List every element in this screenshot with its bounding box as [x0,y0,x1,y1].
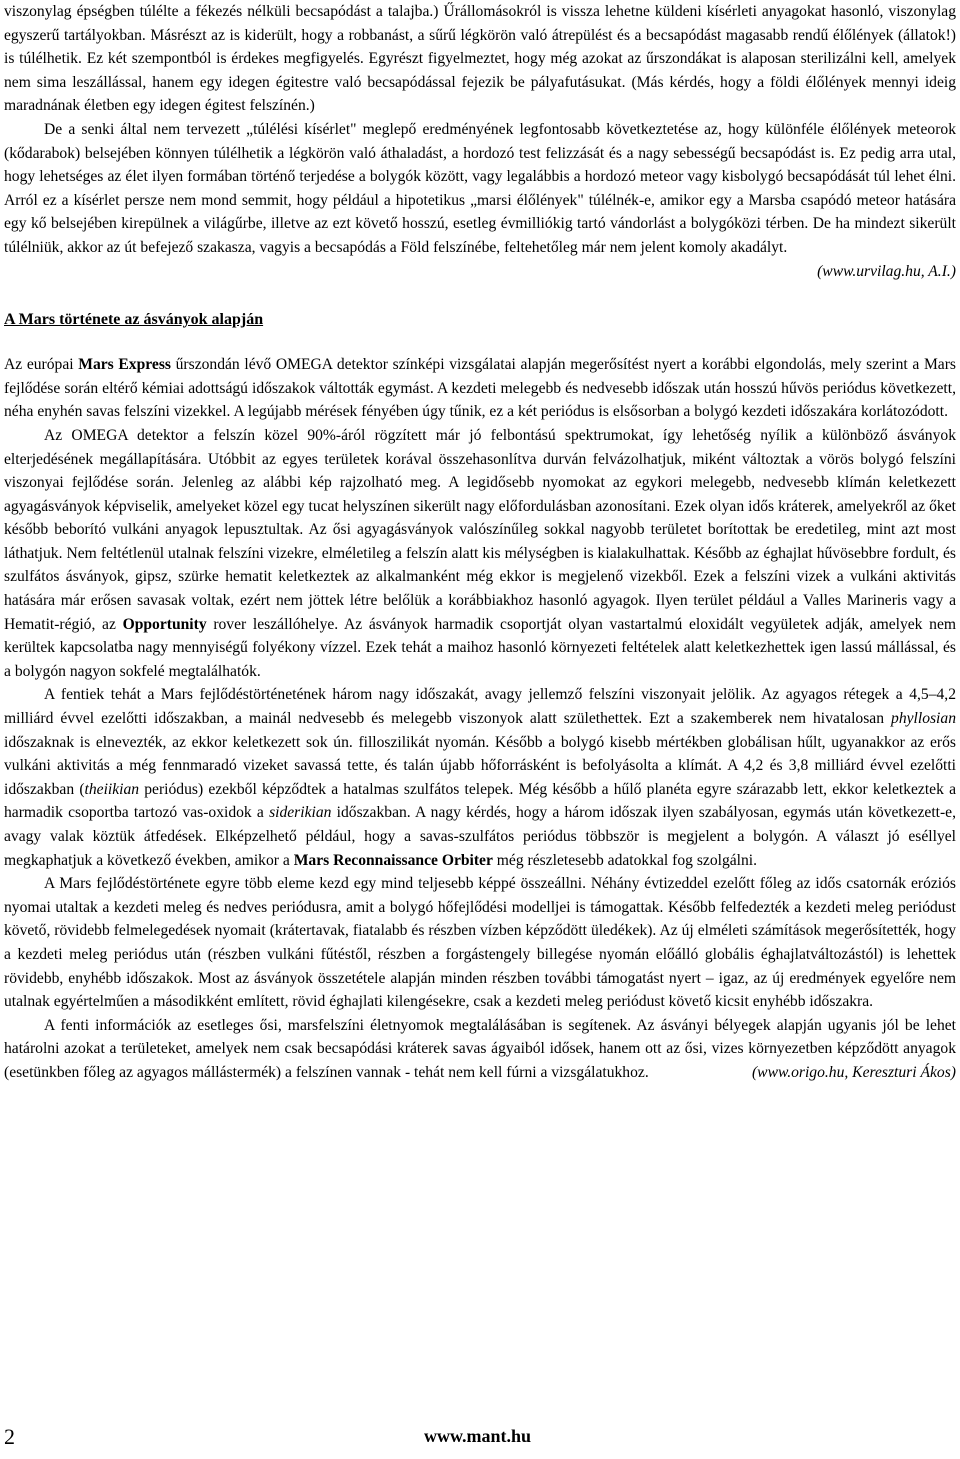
page-footer [4,1424,956,1454]
paragraph [4,0,956,118]
paragraph-text: időszakban. A nagy kérdés, hogy a három időszak ilyen szabályosan, egymás után következett-e, avagy valak köztük átfedések. Elképzelhető például, hogy a savas-szulfátos periódus többször is megjelent a bolygón. A választ jó eséllyel megkaphatjuk a következő években, amikor a [4,804,956,869]
article-section-1 [4,0,956,283]
bold-term: Mars Reconnaissance Orbiter [293,851,493,869]
article-section-2 [4,353,956,1084]
source-citation: (www.urvilag.hu, A.I.) [817,262,956,280]
document-body [4,0,956,1085]
paragraph [4,1014,956,1085]
bold-term: Mars Express [78,356,171,374]
paragraph-text: periódus) ezekből képződtek a hatalmas szulfátos telepek. Még később a hűlő planéta egyre szárazabb lett, ekkor keletkeztek a harmadik csoportba tartozó vas-oxidok a [4,780,956,822]
paragraph-text: időszaknak is elnevezték, az ekkor keletkezett sok ún. filloszilikát nyomán. Később a bolygó kisebb mértékben globálisan hűlt, ugyanakkor az erős vulkáni aktivitás a még fennmaradó vizeket savassá tette, és talán újabb hőforrásként is befolyásolta a klímát. A 4,2 és 3,8 milliárd évvel ezelőtti időszakban ( [4,733,956,798]
paragraph-text: A fenti információk az esetleges ősi, marsfelszíni életnyomok megtalálásában is segítenek. Az ásványi bélyegek alapján ugyanis jól be lehet határolni azokat a területeket, amelyek nem csak becsapódási kráterek savas ágyaiból idősek, hanem ott az ősi, vizes környezetben képződött anyagok (esetünkben főleg az agyagos mállástermék) a felszínen vannak - tehát nem kell fúrni a vizsgálatukhoz. [4,1016,956,1081]
paragraph [4,353,956,424]
footer-site-link[interactable]: www.mant.hu [424,1426,532,1446]
italic-term: phyllosian [891,710,956,728]
paragraph [4,872,956,1014]
paragraph-text: űrszondán lévő OMEGA detektor színképi vizsgálatai alapján megerősítést nyert a korábbi elgondolás, mely szerint a Mars fejlődése során eltérő kémiai adottságú időszakok váltották egymást. A kezdeti melegebb és nedvesebb időszak után hosszú hűvös periódus következett, néha enyhén savas felszíni vizekkel. A legújabb mérések fényében úgy tűnik, ez a két periódus is elsősorban a bolygó kezdeti időszakára korlátozódott. [4,356,956,421]
paragraph-text: De a senki által nem tervezett „túlélési kísérlet" meglepő eredményének legfontosabb következtetése az, hogy különféle élőlények meteorok (kődarabok) belsejében könnyen túlélhetik a légkörön való áthaladást, a hordozó test felizzását és a nagy sebességű becsapódást is. Ez pedig arra utal, hogy lehetséges az élet ilyen formában történő terjedése a bolygók között, vagy legalábbis a hordozó meteor vagy kisbolygó becsapódását túl lehet élni. Arról ez a kísérlet persze nem mond semmit, hogy például a hipotetikus „marsi élőlények" túlélnék-e, amikor egy a Marsba csapódó meteor hatására egy kő belsejében kirepülnek a világűrbe, illetve az ezt követő hosszú, esetleg évmilliókig tartó vándorlást a bolygóközi térben. De ha mindezt sikerült túlélniük, akkor az út befejező szakasza, vagyis a becsapódás a Föld felszínébe, feltehetőleg már nem jelent komoly akadályt. [4,120,956,256]
page-number: 2 [4,1424,15,1449]
paragraph-text: A fentiek tehát a Mars fejlődéstörténetének három nagy időszakát, avagy jellemző felszíni viszonyait jelölik. Az agyagos rétegek a 4,5–4,2 milliárd évvel ezelőtti időszakban, a mainál nedvesebb és melegebb viszonyok alatt születhettek. Ezt a szakemberek nem hivatalosan [4,686,956,728]
paragraph-text: viszonylag épségben túlélte a fékezés nélküli becsapódást a talajba.) Űrállomásokról is vissza lehetne küldeni kísérleti anyagokat hasonló, viszonylag egyszerű tartályokban. Másrészt az is kiderült, hogy a robbanást, a sűrű légkörön való átrepülést és a becsapódást magasabb rendű élőlények (állatok!) is túlélhetik. Ez két szempontból is érdekes megfigyelés. Egyrészt figyelmeztet, hogy még azokat az űrszondákat is alaposan sterilizálni kell, amelyek nem sima leszállással, hanem egy idegen égitestre való becsapódással fejezik be pályafutásukat. (Más kérdés, hogy a földi élőlények mennyi ideig maradnának életben egy idegen égitest felszínén.) [4,3,956,115]
bold-term: Opportunity [122,615,207,633]
italic-term: theiikian [84,780,140,798]
section-heading: A Mars története az ásványok alapján [4,311,264,329]
paragraph-text: Az európai [4,356,79,374]
paragraph [4,118,956,283]
paragraph-text: rover leszállóhelye. Az ásványok harmadik csoportját olyan vastartalmú eloxidált vegyületek adják, amelyek nem kerültek kapcsolatba nagy mennyiségű folyékony vízzel. Ezek tehát a maihoz hasonló környezeti feltételek alatt keletkezhettek igen lassú mállással, és a bolygón nagyon sokfelé megtalálhatók. [4,615,956,680]
italic-term: siderikian [269,804,332,822]
paragraph [4,683,956,872]
paragraph-text: A Mars fejlődéstörténete egyre több eleme kezd egy mind teljesebb képpé összeállni. Néhány évtizeddel ezelőtt főleg az idős csatornák eróziós nyomai utaltak a kezdeti meleg és nedves periódusra, amit a bolygó hőfejlődési modelljei is támogattak. Később felfedezték a kezdeti meleg periódust követő, rövidebb felmelegedések nyomait (krátertavak, fiatalabb és részben vízben képződött üledékek). Az új elméleti számítások megerősítették, hogy a kezdeti meleg periódus után (részben vulkáni fűtéstől, részben a forgástengely billegése nyomán előálló globális éghajlatváltozástól) is lehettek rövidebb, enyhébb időszakok. Most az ásványok összetétele alapján minden részben további támogatást nyert – igaz, az új eredmények egyelőre nem utalnak egyértelműen a másodikként említett, rövid éghajlati kilengésekre, csak a kezdeti meleg periódust követő kicsit enyhébb időszakra. [4,875,956,1011]
paragraph-text: még részletesebb adatokkal fog szolgálni. [492,851,758,869]
paragraph [4,424,956,684]
source-citation: (www.origo.hu, Kereszturi Ákos) [751,1063,956,1081]
paragraph-text: Az OMEGA detektor a felszín közel 90%-áról rögzített már jó felbontású spektrumokat, így lehetőség nyílik a különböző ásványok elterjedésének megállapítására. Utóbbit az egyes területek korával összehasonlítva durván felvázolhatjuk, miként változtak a vörös bolygó felszíni viszonyai fejlődése során. Jelenleg az alábbi kép rajzolható meg. A legidősebb nyomokat az egykori melegebb, nedvesebb klímán keletkezett agyagásványok képviselik, amelyeket közel egy tucat helyszínen sikerült nagy előfordulásban azonosítani. Ezek olyan idős kráterek, amelyekről az őket később beborító vulkáni anyagok lepusztultak. Az ősi agyagásványok valószínűleg sokkal nagyobb területet borítottak be eredetileg, mint azt most láthatjuk. Nem feltétlenül utalnak felszíni vizekre, elméletileg a felszín alatt kis mélységben is kialakulhattak. Később az éghajlat hűvösebbre fordult, és szulfátos ásványok, gipsz, szürke hematit keletkeztek az alkalmanként még ekkor is megjelenő vizekből. Ezek a felszíni vizek a vulkáni aktivitás hatására már erősen savasak voltak, ezért nem jöttek létre belőlük a korábbiakhoz hasonló agyagok. Ilyen terület például a Valles Marineris vagy a Hematit-régió, az [4,426,956,633]
